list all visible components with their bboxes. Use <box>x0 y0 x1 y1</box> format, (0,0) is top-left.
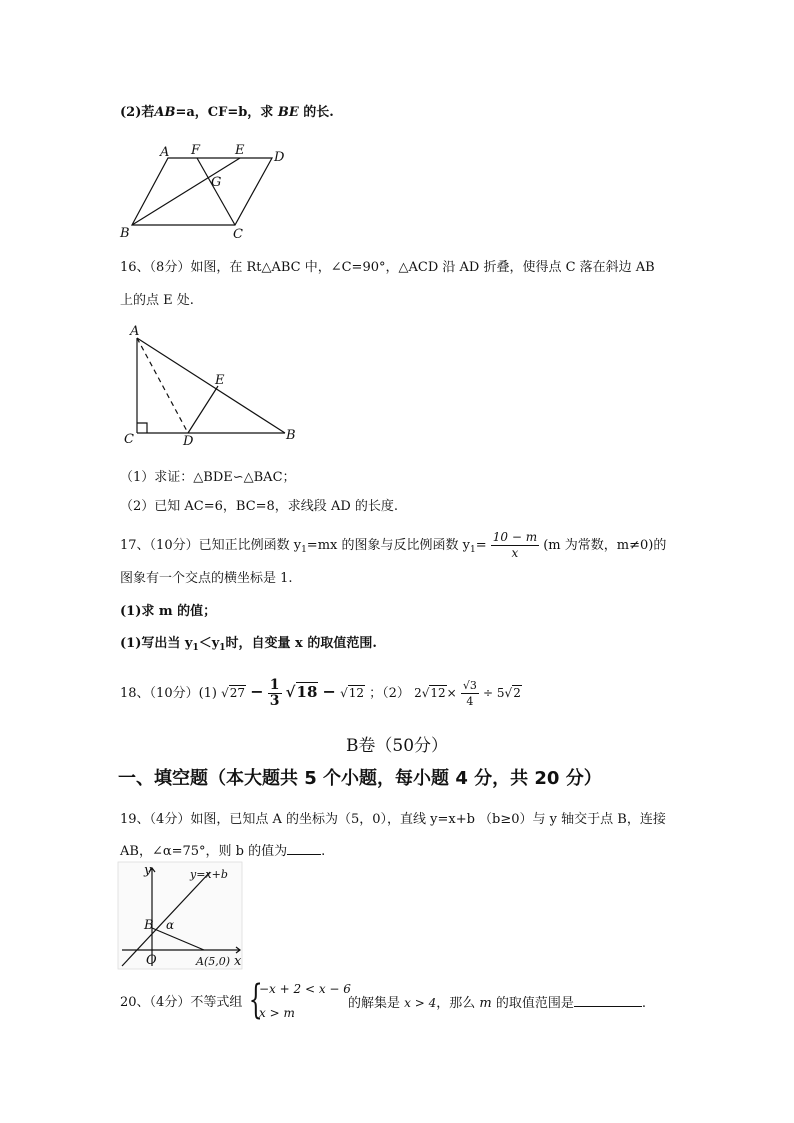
q16-line1: 16、（8分）如图，在 Rt△ABC 中，∠C=90°，△ACD 沿 AD 折叠，使得点 C 落在斜边 AB <box>120 260 655 275</box>
fraction: $\frac{10 - m}{x}$ <box>492 530 538 560</box>
label-F: F <box>191 143 201 158</box>
q18-line: 18、（10分）(1) √27 − $\frac{1}{3}$ √18 − √12 ；（2） 2√12× $\frac{√3}{4}$ ÷ 5√2 <box>120 677 521 709</box>
q17-part1: (1)求 m 的值； <box>120 604 217 619</box>
label-A: A <box>130 324 140 339</box>
label-D: D <box>183 434 194 449</box>
q19-line2: AB，∠α=75°，则 b 的值为 . <box>120 844 326 859</box>
label-E: E <box>215 373 225 388</box>
q20-line: 20、（4分）不等式组 <box>120 995 243 1010</box>
q20-rest: 的解集是 x > 4，那么 m 的取值范围是 . <box>348 996 647 1011</box>
q20-ineq2: x > m <box>259 1006 295 1020</box>
q15-part2: (2)若AB=a，CF=b，求 BE 的长. <box>120 105 334 120</box>
label-A: A <box>160 145 170 160</box>
q17-line1: 17、（10分）已知正比例函数 $y_1=mx$ 的图象与反比例函数 $y_1=$ $\frac{10 - m}{x}$ (m 为常数，m≠0)的 <box>120 530 667 560</box>
label-B: B <box>144 918 154 933</box>
right-triangle-figure <box>120 322 310 447</box>
brace-icon: { <box>248 977 263 1023</box>
label-B: B <box>120 226 130 241</box>
label-alpha: α <box>166 918 175 932</box>
coordinate-figure <box>118 862 248 972</box>
label-A: A(5,0) <box>196 955 231 968</box>
label-line: y=x+b <box>190 868 228 881</box>
parallelogram-figure <box>110 140 310 245</box>
q16-sub1: （1）求证：△BDE∽△BAC； <box>120 470 296 485</box>
label-B: B <box>286 428 296 443</box>
q16-sub2: （2）已知 AC=6，BC=8，求线段 AD 的长度. <box>120 499 399 514</box>
q17-line2: 图象有一个交点的横坐标是 1. <box>120 571 293 586</box>
label-y: y <box>144 863 152 878</box>
label-G: G <box>211 175 222 190</box>
section-heading: 一、填空题（本大题共 5 个小题，每小题 4 分，共 20 分） <box>118 768 602 789</box>
label-C: C <box>233 227 243 242</box>
q19-line1: 19、（4分）如图，已知点 A 的坐标为（5，0），直线 y=x+b （b≥0）与 y 轴交于点 B，连接 <box>120 812 666 827</box>
label-x: x <box>234 954 242 969</box>
section-title: B卷（50分） <box>345 736 449 756</box>
q17-part2: (1)写出当 $y_1<y_1$时，自变量 x 的取值范围. <box>120 636 377 653</box>
q20-ineq1: −x + 2 < x − 6 <box>259 982 351 996</box>
label-E: E <box>235 143 245 158</box>
label-C: C <box>124 432 134 447</box>
q16-line2: 上的点 E 处. <box>120 293 194 308</box>
label-O: O <box>146 953 157 968</box>
label-D: D <box>274 150 285 165</box>
